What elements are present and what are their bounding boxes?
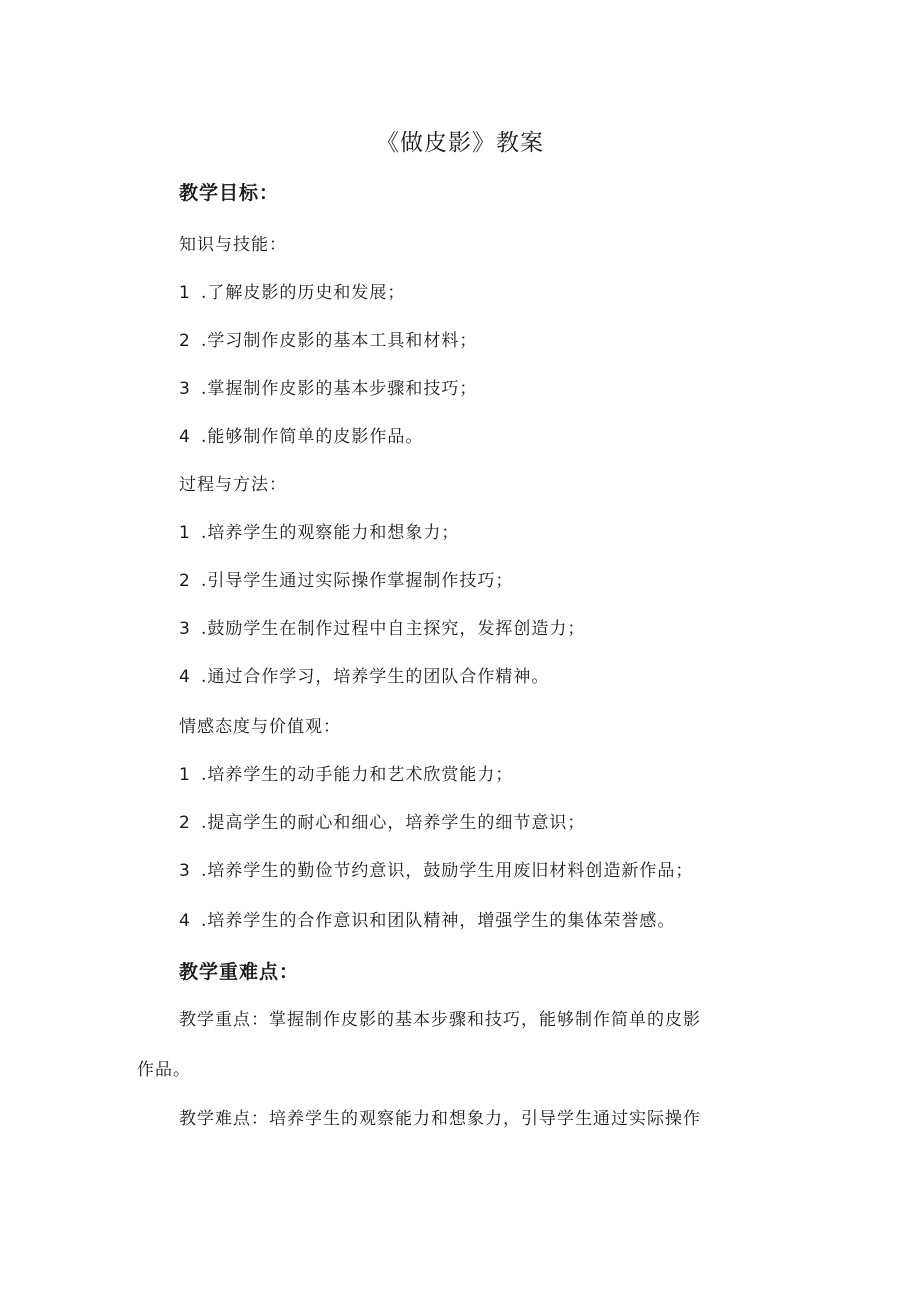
process-label: 过程与方法： [179, 475, 287, 495]
list-item [179, 662, 549, 687]
item-number: 1 [179, 765, 191, 785]
list-item [179, 518, 459, 543]
item-number: 4 [179, 911, 191, 931]
item-number: 2 [179, 813, 191, 833]
focus-paragraph [137, 995, 777, 1095]
list-item [179, 808, 585, 833]
item-number: 3 [179, 379, 191, 399]
difficulty-paragraph [137, 1094, 777, 1144]
item-number: 4 [179, 667, 191, 687]
knowledge-label: 知识与技能： [179, 235, 287, 255]
item-number: 1 [179, 523, 191, 543]
list-item [179, 906, 675, 931]
item-text: .培养学生的动手能力和艺术欣赏能力； [201, 765, 514, 785]
objectives-heading: 教学目标： [179, 182, 280, 204]
list-item [179, 278, 405, 303]
item-text: .引导学生通过实际操作掌握制作技巧； [201, 571, 514, 591]
item-number: 3 [179, 619, 191, 639]
item-text: .培养学生的观察能力和想象力； [201, 523, 460, 543]
item-number: 3 [179, 861, 191, 881]
list-item [179, 374, 477, 399]
item-number: 4 [179, 427, 191, 447]
list-item [179, 760, 513, 785]
emotion-label: 情感态度与价值观： [179, 717, 341, 737]
item-number: 2 [179, 571, 191, 591]
item-number: 2 [179, 331, 191, 351]
list-item [179, 614, 585, 639]
focus-line-2: 作品。 [137, 1060, 191, 1080]
item-text: .学习制作皮影的基本工具和材料； [201, 331, 478, 351]
item-text: .鼓励学生在制作过程中自主探究，发挥创造力； [201, 619, 586, 639]
list-item [179, 856, 693, 881]
item-text: .了解皮影的历史和发展； [201, 283, 406, 303]
list-item [179, 422, 423, 447]
focus-line-1: 教学重点：掌握制作皮影的基本步骤和技巧，能够制作简单的皮影 [179, 1010, 701, 1030]
keypoints-heading: 教学重难点： [179, 961, 300, 983]
item-text: .通过合作学习，培养学生的团队合作精神。 [201, 667, 550, 687]
list-item [179, 326, 477, 351]
item-text: .能够制作简单的皮影作品。 [201, 427, 424, 447]
list-item [179, 566, 513, 591]
document-title: 《做皮影》教案 [376, 130, 544, 156]
difficulty-line-1: 教学难点：培养学生的观察能力和想象力，引导学生通过实际操作 [179, 1109, 701, 1129]
item-number: 1 [179, 283, 191, 303]
item-text: .提高学生的耐心和细心，培养学生的细节意识； [201, 813, 586, 833]
item-text: .培养学生的勤俭节约意识，鼓励学生用废旧材料创造新作品； [201, 861, 694, 881]
item-text: .掌握制作皮影的基本步骤和技巧； [201, 379, 478, 399]
item-text: .培养学生的合作意识和团队精神，增强学生的集体荣誉感。 [201, 911, 676, 931]
